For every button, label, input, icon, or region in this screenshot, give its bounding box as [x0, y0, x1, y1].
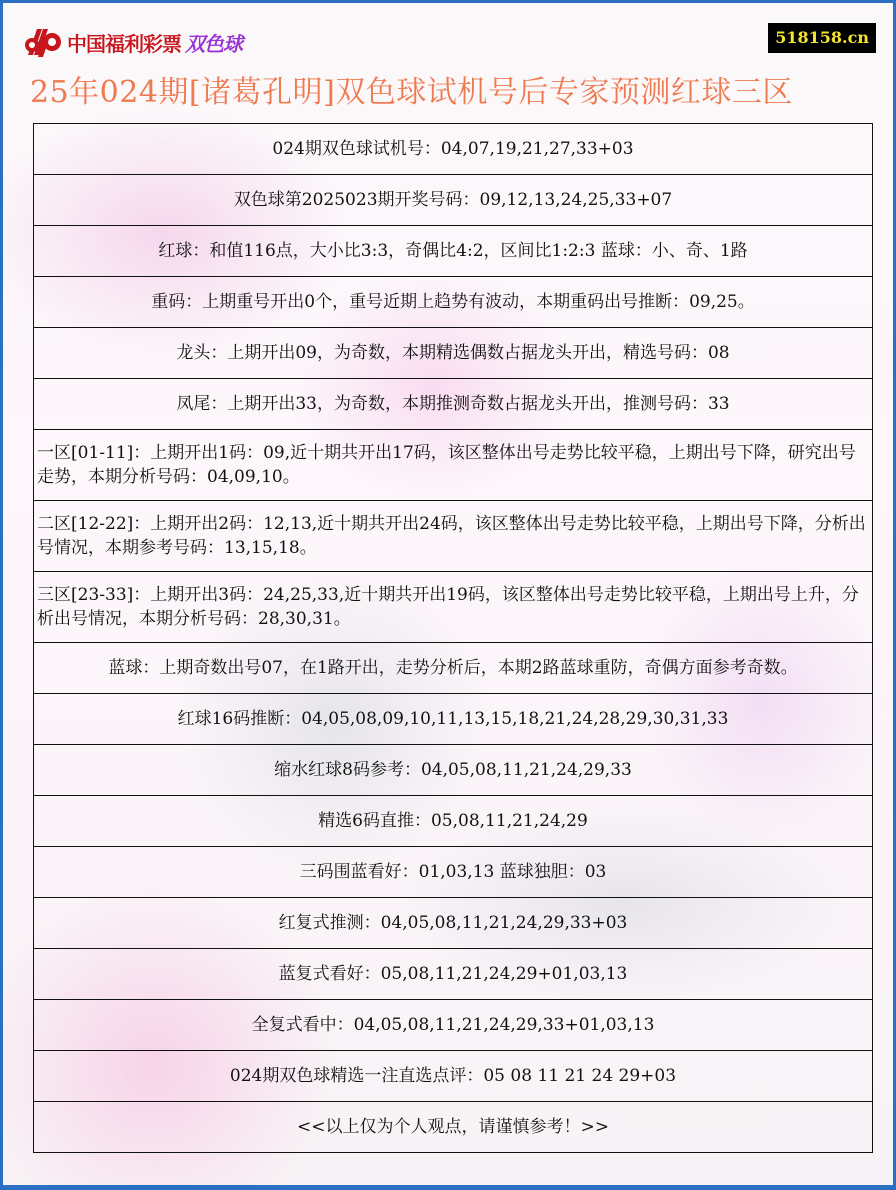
table-row — [34, 226, 873, 277]
logo-game-name: 双色球 — [185, 31, 242, 56]
row-pick-6: 精选6码直推：05,08,11,21,24,29 — [34, 796, 873, 847]
welfare-lottery-logo — [23, 25, 242, 59]
row-zone-three: 三区[23-33]：上期开出3码：24,25,33,近十期共开出19码，该区整体出号走势比较平稳，上期出号上升，分析出号情况，本期分析号码：28,30,31。 — [34, 572, 873, 643]
table-row — [34, 949, 873, 1000]
row-red-16: 红球16码推断：04,05,08,09,10,11,13,15,18,21,24,28,29,30,31,33 — [34, 694, 873, 745]
row-last-draw-stats: 红球：和值116点，大小比3:3，奇偶比4:2，区间比1:2:3 蓝球：小、奇、1路 — [34, 226, 873, 277]
row-full-multiple: 全复式看中：04,05,08,11,21,24,29,33+01,03,13 — [34, 1000, 873, 1051]
table-row — [34, 1102, 873, 1153]
row-zone-two: 二区[12-22]：上期开出2码：12,13,近十期共开出24码，该区整体出号走势比较平稳，上期出号下降，分析出号情况，本期参考号码：13,15,18。 — [34, 501, 873, 572]
table-row — [34, 277, 873, 328]
row-disclaimer: <<以上仅为个人观点，请谨慎参考！>> — [34, 1102, 873, 1153]
table-row — [34, 694, 873, 745]
table-row — [34, 796, 873, 847]
row-red-multiple: 红复式推测：04,05,08,11,21,24,29,33+03 — [34, 898, 873, 949]
table-row — [34, 898, 873, 949]
site-watermark-badge: 518158.cn — [768, 23, 876, 53]
table-row — [34, 643, 873, 694]
row-repeat-numbers: 重码：上期重号开出0个，重号近期上趋势有波动，本期重码出号推断：09,25。 — [34, 277, 873, 328]
table-row — [34, 379, 873, 430]
table-row — [34, 501, 873, 572]
table-row — [34, 328, 873, 379]
table-row — [34, 430, 873, 501]
table-row — [34, 572, 873, 643]
row-blue-multiple: 蓝复式看好：05,08,11,21,24,29+01,03,13 — [34, 949, 873, 1000]
prediction-table — [33, 123, 873, 1153]
logo-text: 中国福利彩票 — [67, 31, 181, 56]
row-zone-one: 一区[01-11]：上期开出1码：09,近十期共开出17码，该区整体出号走势比较平稳，上期出号下降，研究出号走势，本期分析号码：04,09,10。 — [34, 430, 873, 501]
row-red-8: 缩水红球8码参考：04,05,08,11,21,24,29,33 — [34, 745, 873, 796]
row-tail-number: 凤尾：上期开出33，为奇数，本期推测奇数占据龙头开出，推测号码：33 — [34, 379, 873, 430]
table-row — [34, 124, 873, 175]
table-row — [34, 1051, 873, 1102]
row-head-number: 龙头：上期开出09，为奇数，本期精选偶数占据龙头开出，精选号码：08 — [34, 328, 873, 379]
table-row — [34, 1000, 873, 1051]
row-test-numbers: 024期双色球试机号：04,07,19,21,27,33+03 — [34, 124, 873, 175]
page-title: 25年024期[诸葛孔明]双色球试机号后专家预测红球三区 — [30, 75, 793, 110]
row-blue-3: 三码围蓝看好：01,03,13 蓝球独胆：03 — [34, 847, 873, 898]
row-single-pick: 024期双色球精选一注直选点评：05 08 11 21 24 29+03 — [34, 1051, 873, 1102]
row-last-draw: 双色球第2025023期开奖号码：09,12,13,24,25,33+07 — [34, 175, 873, 226]
cwl-logo-icon — [23, 25, 63, 59]
row-blue-ball-analysis: 蓝球：上期奇数出号07，在1路开出，走势分析后，本期2路蓝球重防，奇偶方面参考奇数。 — [34, 643, 873, 694]
table-row — [34, 745, 873, 796]
table-row — [34, 847, 873, 898]
table-row — [34, 175, 873, 226]
